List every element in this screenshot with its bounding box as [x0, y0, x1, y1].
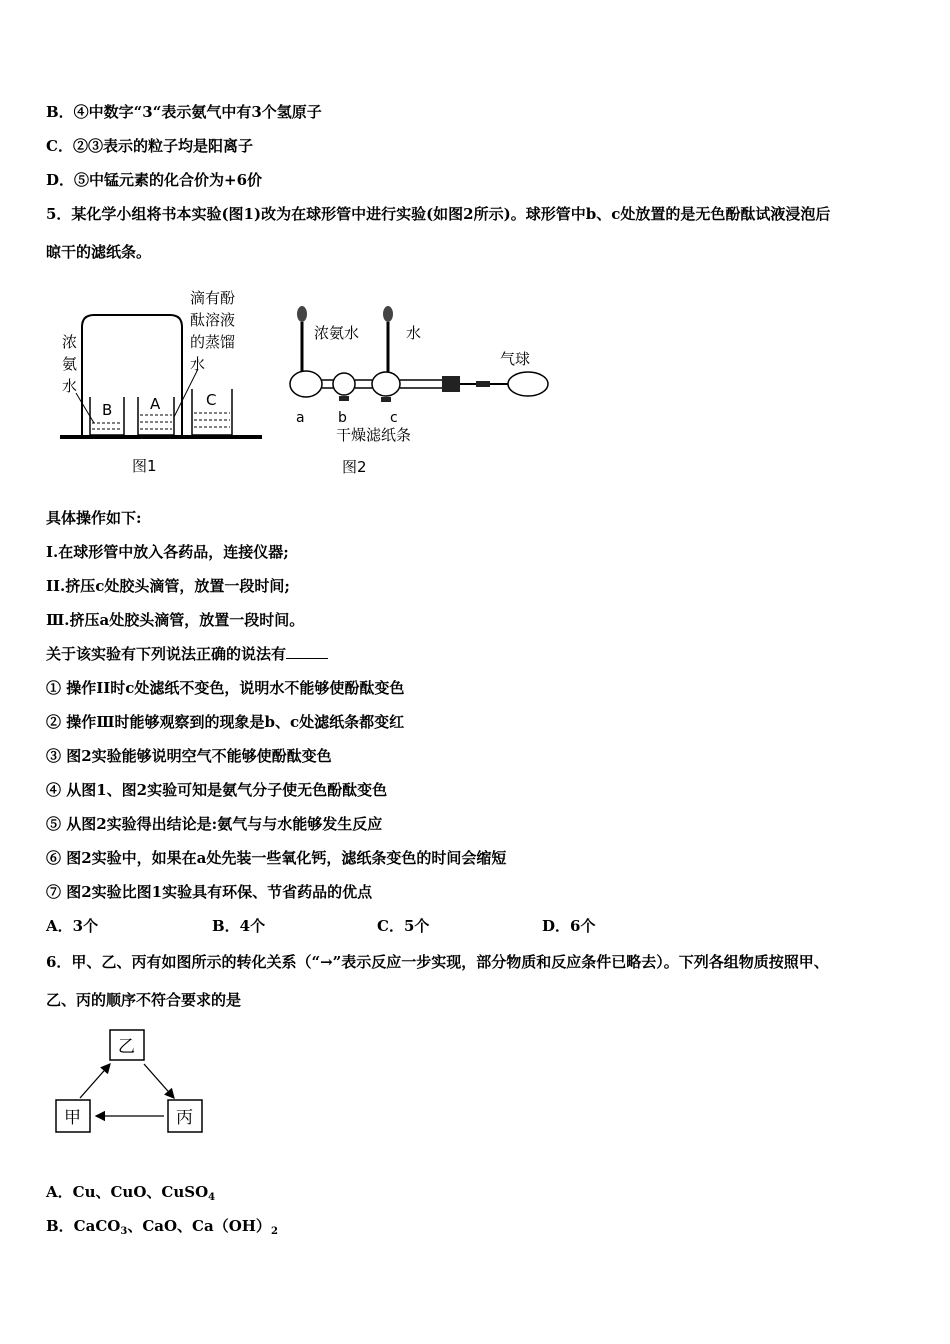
- figure-2: [286, 300, 556, 480]
- fig1-right-label-3: 的蒸馏: [190, 333, 236, 351]
- q5-statement-4: ④ 从图1、图2实验可知是氨气分子使无色酚酞变色: [46, 781, 388, 799]
- q6-option-b-text1: B．CaCO: [46, 1217, 121, 1235]
- q5-statement-6: ⑥ 图2实验中，如果在a处先装一些氧化钙，滤纸条变色的时间会缩短: [46, 849, 507, 867]
- q4-option-b: B．④中数字“3“表示氨气中有3个氢原子: [46, 103, 322, 121]
- q5-op-2: II.挤压c处胶头滴管，放置一段时间;: [46, 577, 290, 595]
- fig2-a-label: a: [296, 410, 305, 426]
- q6-option-b-sub1: 3: [120, 1226, 128, 1237]
- q5-statement-7: ⑦ 图2实验比图1实验具有环保、节省药品的优点: [46, 883, 373, 901]
- fig1-caption: 图1: [132, 457, 157, 475]
- q5-choice-b: B．4个: [212, 917, 266, 935]
- q5-stem-line1: 5．某化学小组将书本实验(图1)改为在球形管中进行实验(如图2所示)。球形管中b、c处放置的是无色酚酞试液浸泡后: [46, 205, 831, 223]
- q6-diagram: [50, 1026, 210, 1140]
- q5-op-3: Ⅲ.挤压a处胶头滴管，放置一段时间。: [46, 611, 305, 629]
- fig1-beaker-b-label: B: [102, 401, 113, 419]
- fig1-right-label-2: 酞溶液: [190, 311, 236, 329]
- answer-blank: [286, 644, 328, 659]
- arrow-jia-to-yi: [80, 1064, 110, 1098]
- q6-option-a: [46, 1182, 215, 1208]
- q6-stem-line2: 乙、丙的顺序不符合要求的是: [46, 991, 242, 1009]
- q6-node-yi: 乙: [118, 1037, 135, 1057]
- q4-option-d: D．⑤中锰元素的化合价为+6价: [46, 171, 263, 189]
- arrow-yi-to-bing: [144, 1064, 174, 1098]
- q5-choice-c: C．5个: [377, 917, 430, 935]
- fig1-beaker-c-label: C: [206, 391, 217, 409]
- q5-statement-2: ② 操作Ⅲ时能够观察到的现象是b、c处滤纸条都变红: [46, 713, 405, 731]
- q4-option-c: C．②③表示的粒子均是阳离子: [46, 137, 253, 155]
- fig2-b-label: b: [338, 410, 347, 426]
- q5-statement-5: ⑤ 从图2实验得出结论是:氨气与与水能够发生反应: [46, 815, 383, 833]
- q5-statement-3: ③ 图2实验能够说明空气不能够使酚酞变色: [46, 747, 332, 765]
- q6-node-jia: 甲: [64, 1108, 81, 1128]
- fig1-right-label-1: 滴有酚: [190, 289, 236, 307]
- q5-question-text: 关于该实验有下列说法正确的说法有: [46, 645, 287, 663]
- q5-question: [46, 644, 328, 664]
- q5-choice-d: D．6个: [542, 917, 596, 935]
- fig1-right-label-4: 水: [190, 355, 206, 373]
- q6-option-a-text: A．Cu、CuO、CuSO: [46, 1183, 209, 1201]
- q6-option-b: [46, 1216, 278, 1242]
- q5-choice-a: A．3个: [46, 917, 99, 935]
- fig2-balloon-label: 气球: [500, 350, 531, 368]
- fig1-beaker-a-label: A: [150, 395, 161, 413]
- fig2-paper-label: 干燥滤纸条: [336, 426, 412, 444]
- q5-ops-title: 具体操作如下:: [46, 509, 142, 527]
- q6-stem-line1: 6．甲、乙、丙有如图所示的转化关系（“→”表示反应一步实现，部分物质和反应条件已略去）。下列各组物质按照甲、: [46, 953, 829, 971]
- fig2-water-label: 水: [406, 324, 422, 342]
- fig1-left-label-3: 水: [62, 377, 78, 395]
- q6-node-bing: 丙: [176, 1108, 193, 1128]
- q6-option-b-text2: 、CaO、Ca（OH）: [127, 1217, 271, 1235]
- fig2-c-label: c: [390, 410, 398, 426]
- q5-op-1: I.在球形管中放入各药品，连接仪器;: [46, 543, 289, 561]
- fig1-left-label-1: 浓: [62, 333, 78, 351]
- fig2-caption: 图2: [342, 458, 367, 476]
- q5-statement-1: ① 操作II时c处滤纸不变色，说明水不能够使酚酞变色: [46, 679, 405, 697]
- fig1-left-label-2: 氨: [62, 355, 78, 373]
- fig2-ammonia-label: 浓氨水: [314, 324, 360, 342]
- q5-stem-line2: 晾干的滤纸条。: [46, 243, 152, 261]
- q6-option-b-sub2: 2: [270, 1226, 278, 1237]
- q6-option-a-sub: 4: [208, 1192, 216, 1203]
- figure-1: [52, 285, 262, 480]
